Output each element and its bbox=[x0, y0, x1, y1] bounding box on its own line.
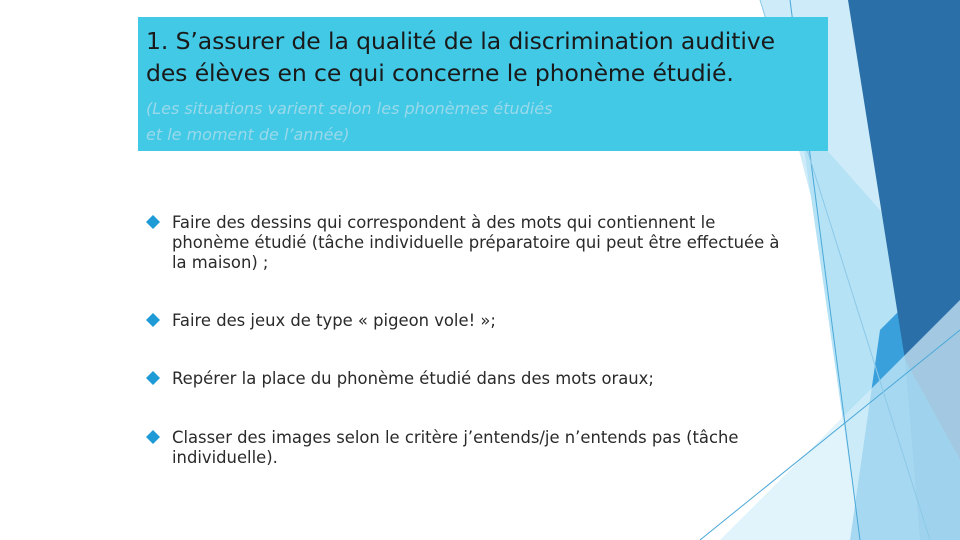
bullet-text: Faire des dessins qui correspondent à des mots qui contiennent le phonème étudié (tâche individuelle préparatoire qui peut être effectuée à la maison) ; bbox=[172, 213, 780, 272]
diamond-bullet-icon bbox=[146, 430, 160, 444]
bullet-text: Repérer la place du phonème étudié dans des mots oraux; bbox=[172, 369, 654, 388]
diamond-bullet-icon bbox=[146, 215, 160, 229]
slide-title: 1. S’assurer de la qualité de la discrimination auditive des élèves en ce qui concerne le phonème étudié. bbox=[146, 27, 775, 87]
bullet-text: Classer des images selon le critère j’entends/je n’entends pas (tâche individuelle). bbox=[172, 428, 739, 467]
diamond-bullet-icon bbox=[146, 371, 160, 385]
slide-subtitle: (Les situations varient selon les phonèmes étudiés et le moment de l’année) bbox=[146, 99, 553, 144]
diamond-bullet-icon bbox=[146, 313, 160, 327]
bullet-text: Faire des jeux de type « pigeon vole! »; bbox=[172, 311, 496, 330]
title-box bbox=[138, 17, 828, 151]
